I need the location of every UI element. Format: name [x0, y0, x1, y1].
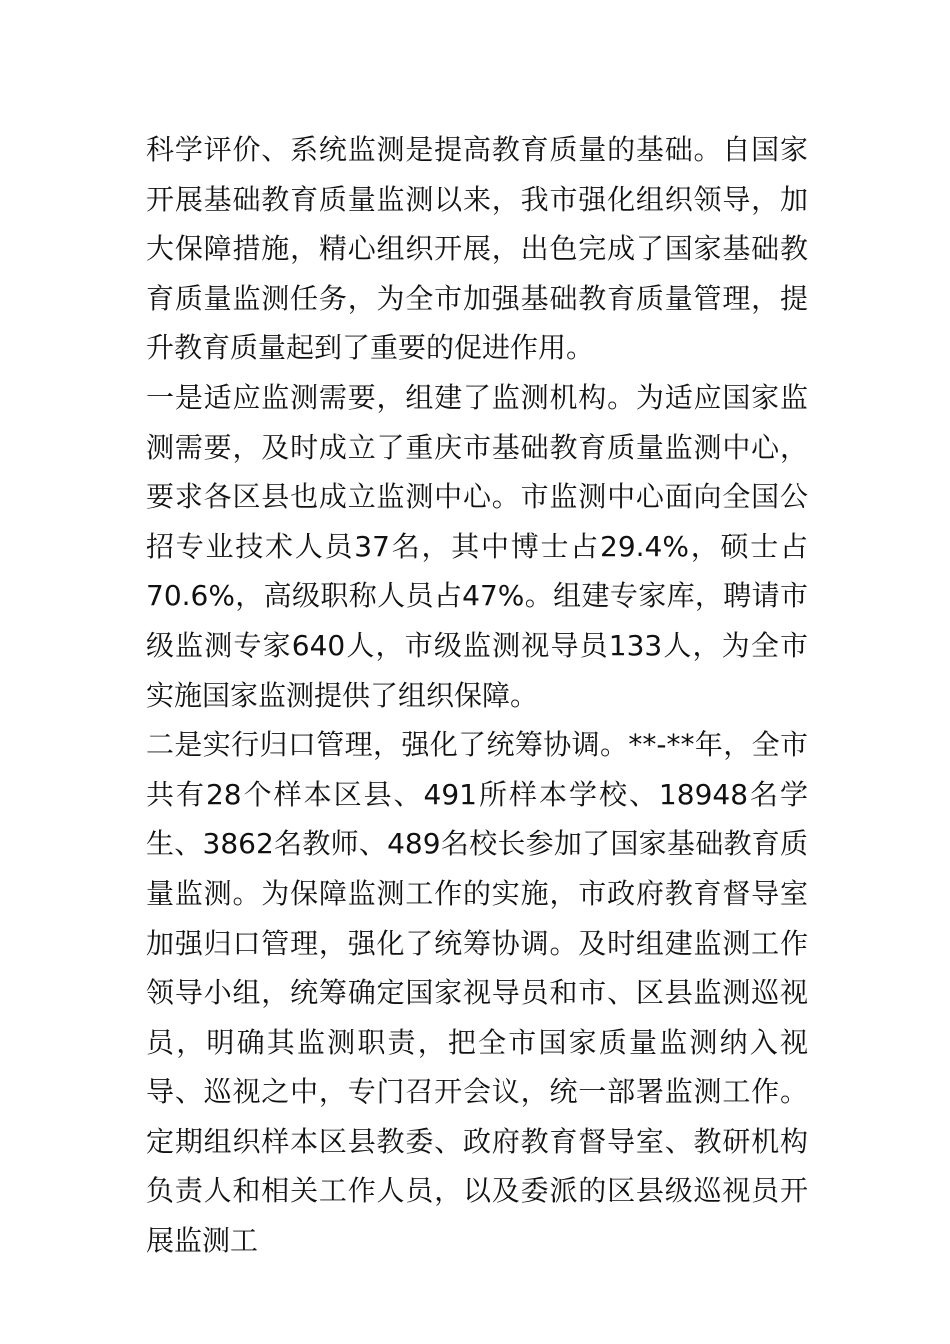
paragraph-intro: 科学评价、系统监测是提高教育质量的基础。自国家开展基础教育质量监测以来，我市强化组织领导，加大保障措施，精心组织开展，出色完成了国家基础教育质量监测任务，为全市加强基础教育质量管理，提升教育质量起到了重要的促进作用。 — [146, 133, 808, 365]
paragraph-section-one: 一是适应监测需要，组建了监测机构。为适应国家监测需要，及时成立了重庆市基础教育质量监测中心，要求各区县也成立监测中心。市监测中心面向全国公招专业技术人员37名，其中博士占29.4%，硕士占70.6%，高级职称人员占47%。组建专家库，聘请市级监测专家640人，市级监测视导员133人，为全市实施国家监测提供了组织保障。 — [146, 380, 808, 712]
document-body — [146, 125, 808, 1266]
paragraph-section-two: 二是实行归口管理，强化了统筹协调。**-**年，全市共有28个样本区县、491所样本学校、18948名学生、3862名教师、489名校长参加了国家基础教育质量监测。为保障监测工作的实施，市政府教育督导室加强归口管理，强化了统筹协调。及时组建监测工作领导小组，统筹确定国家视导员和市、区县监测巡视员，明确其监测职责，把全市国家质量监测纳入视导、巡视之中，专门召开会议，统一部署监测工作。定期组织样本区县教委、政府教育督导室、教研机构负责人和相关工作人员，以及委派的区县级巡视员开展监测工 — [146, 728, 808, 1258]
